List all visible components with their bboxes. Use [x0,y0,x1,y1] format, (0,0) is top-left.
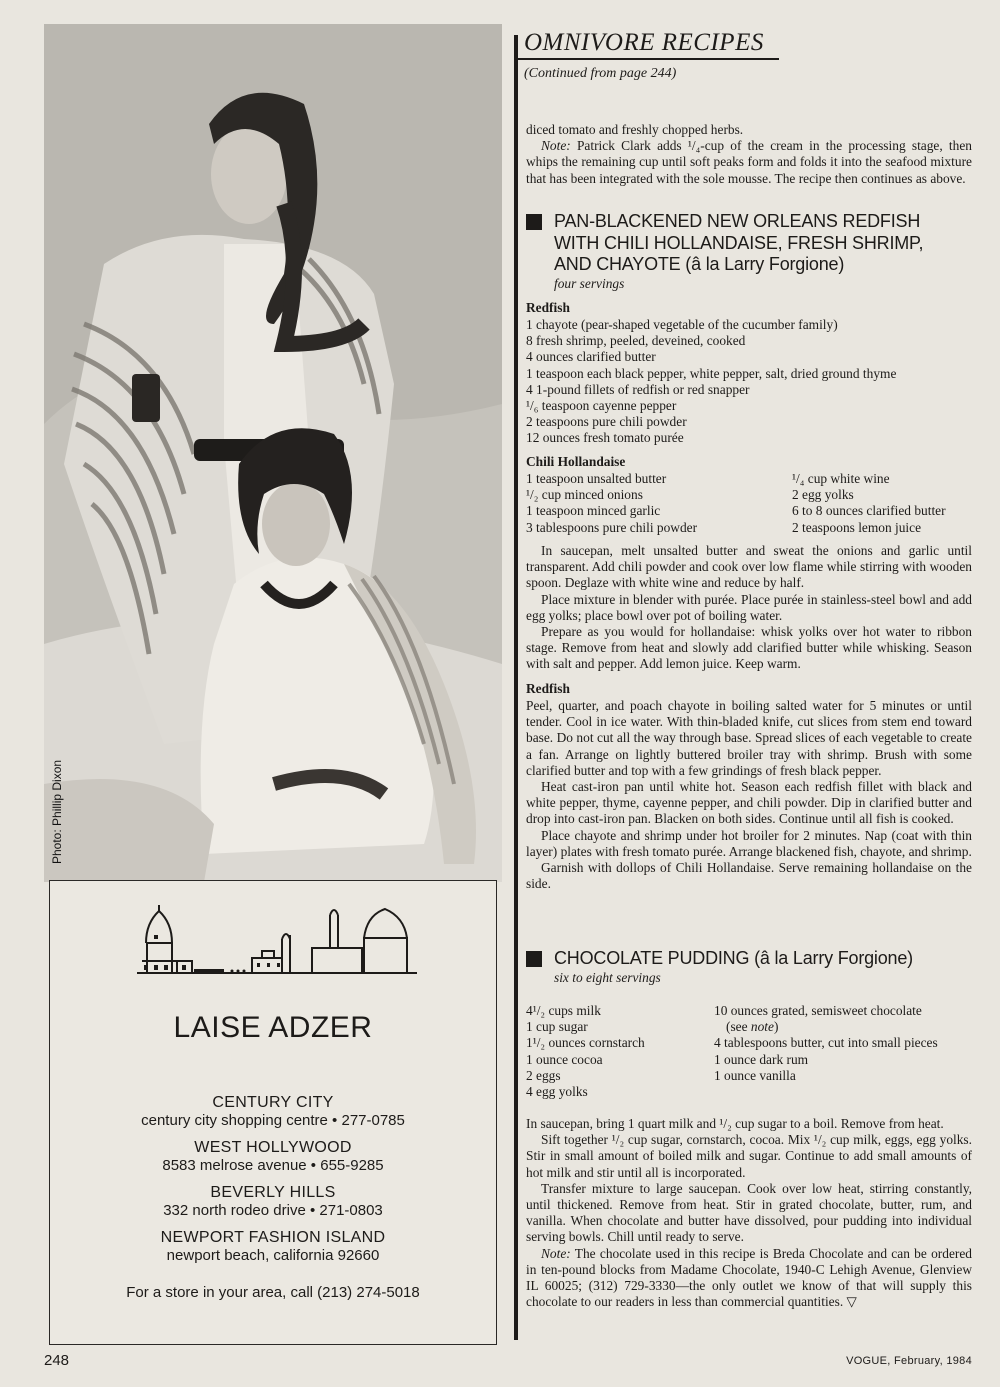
hollandaise-ingredients-left [526,471,697,536]
method-paragraph: In saucepan, melt unsalted butter and sweat the onions and garlic until transparent. Add chili powder and cook over low flame while stirring with wooden spoon. Deglaze with white wine and reduce by half. [526,543,972,591]
ingredient: 1 chayote (pear-shaped vegetable of the cucumber family) [526,317,838,332]
ingredient: 8 fresh shrimp, peeled, deveined, cooked [526,333,746,349]
method-paragraph: In saucepan, bring 1 quart milk and ¹/₂ cup sugar to a boil. Remove from heat. [526,1116,944,1131]
note-ref-word: note [750,1019,774,1035]
method-paragraph: Sift together ¹/₂ cup sugar, cornstarch, cocoa. Mix ¹/₂ cup milk, eggs, egg yolks. Stir in small amount of boiled milk and sugar. Continue to add small amounts of hot milk and stir until all is incorporated. [526,1132,972,1180]
method-paragraph: Place mixture in blender with purée. Place purée in stainless-steel bowl and add egg yolks; place bowl over pot of boiling water. [526,591,972,623]
square-bullet-icon [526,214,542,230]
ingredient: 1 cup sugar [526,1019,588,1035]
subhead-redfish-method: Redfish [526,681,570,696]
pudding-ingredients-left [526,1003,645,1100]
photo-credit: Photo: Phillip Dixon [50,759,64,864]
store-name: NEWPORT FASHION ISLAND [160,1229,386,1246]
page-number: 248 [44,1352,70,1369]
subhead-hollandaise: Chili Hollandaise [526,454,626,469]
store-beverly-hills [50,1184,496,1220]
laise-adzer-ad [49,880,497,1345]
pudding-ingredients-right [714,1003,938,1084]
note-text: The chocolate used in this recipe is Breda Chocolate and can be ordered in ten-pound blocks from Madame Chocolate, 1940-C Lehigh Avenue, Glenview IL 60025; (312) 729-3330—the only outlet we know of that will supply this chocolate to our readers in less than commercial quantities. ▽ [526,1245,972,1310]
method-paragraph: Garnish with dollops of Chili Hollandaise. Serve remaining hollandaise on the side. [526,860,972,892]
store-address: 332 north rodeo drive • 271-0803 [163,1202,383,1219]
ingredient: 1 teaspoon unsalted butter [526,471,667,486]
title-underline [514,58,779,60]
method-paragraph: Place chayote and shrimp under hot broiler for 2 minutes. Nap (coat with thin layer) plates with fresh tomato purée. Arrange blackened fish, chayote, and shrimp. [526,827,972,859]
ingredient: 3 tablespoons pure chili powder [526,519,698,535]
store-address: 8583 melrose avenue • 655-9285 [162,1157,384,1174]
store-address: century city shopping centre • 277-0785 [141,1112,405,1129]
recipe-servings: six to eight servings [554,969,661,985]
ingredient: 2 egg yolks [792,487,854,503]
ingredient: 1 teaspoon each black pepper, white pepper, salt, dried ground thyme [526,365,897,381]
skyline-logo [132,903,422,993]
recipe-title-line: CHOCOLATE PUDDING (â la Larry Forgione) [554,948,913,968]
intro-line: diced tomato and freshly chopped herbs. [526,122,744,137]
brand-name: LAISE ADZER [173,1011,373,1044]
store-name: WEST HOLLYWOOD [194,1139,352,1156]
recipe-title-line: WITH CHILI HOLLANDAISE, FRESH SHRIMP, [554,232,924,253]
pudding-method [526,1116,972,1310]
ingredient: 2 teaspoons lemon juice [792,519,922,535]
section-title: OMNIVORE RECIPES [524,29,764,56]
store-call-line: For a store in your area, call (213) 274-5018 [126,1284,420,1301]
store-century-city [50,1094,496,1130]
note-text: Patrick Clark adds ¹/₄-cup of the cream in the processing stage, then whips the remaining cup until soft peaks form and folds it into the seafood mixture that has been integrated with the sole mousse. The recipe then continues as above. [526,138,972,186]
ingredient: 10 ounces grated, semisweet chocolate [714,1003,922,1018]
ingredient: 1 ounce dark rum [714,1051,809,1067]
ingredient: 1 ounce cocoa [526,1051,603,1067]
ingredient: ¹/₄ cup white wine [792,471,890,486]
section-header [524,28,764,82]
recipe-title-line: PAN-BLACKENED NEW ORLEANS REDFISH [554,211,921,231]
ingredient: ¹/₂ cup minced onions [526,487,643,503]
store-west-hollywood [50,1139,496,1175]
ingredient-note-ref [714,1019,938,1035]
store-list [50,1094,496,1274]
store-address: newport beach, california 92660 [166,1247,380,1264]
note-label: Note: [541,1245,571,1261]
ingredient: 4¹/₂ cups milk [526,1003,601,1018]
pudding-note [526,1246,972,1311]
method-paragraph: Prepare as you would for hollandaise: whisk yolks over hot water to ribbon stage. Remove from heat and slowly add clarified butter while whisking. Season with salt and pepper. Add lemon juice. Keep warm. [526,624,972,672]
ingredient: 4 egg yolks [526,1084,588,1100]
method-paragraph: Transfer mixture to large saucepan. Cook over low heat, stirring constantly, until thickened. Remove from heat. Stir in grated chocolate, butter, rum, and vanilla. When chocolate and butter have dissolved, pour pudding into individual serving bowls. Chill until ready to serve. [526,1180,972,1245]
intro-note [526,138,972,187]
hollandaise-method [526,543,972,673]
recipe-pudding-header [526,948,976,985]
store-name: CENTURY CITY [212,1094,334,1111]
ingredient: 4 1-pound fillets of redfish or red snapper [526,381,750,397]
method-paragraph: Heat cast-iron pan until white hot. Season each redfish fillet with black and white pepper, thyme, cayenne pepper, and chili powder. Dip in clarified butter and drop into cast-iron pan. Blacken on both sides. Continue until all fish is cooked. [526,779,972,827]
recipe-title-line: AND CHAYOTE (â la Larry Forgione) [554,254,845,274]
square-bullet-icon [526,951,542,967]
ingredient: 2 eggs [526,1067,561,1083]
fashion-photo [44,24,502,882]
ingredient: 4 ounces clarified butter [526,349,656,365]
redfish-method [526,698,972,892]
column-rule [514,35,518,1340]
ingredient: 2 teaspoons pure chili powder [526,414,687,430]
hollandaise-ingredients-right [792,471,946,536]
ingredient: 1 ounce vanilla [714,1067,796,1083]
redfish-ingredients [526,317,896,447]
store-name: BEVERLY HILLS [210,1184,336,1201]
fashion-photo-illustration [44,24,502,882]
continued-note: (Continued from page 244) [524,66,677,81]
recipe-redfish-header [526,211,976,291]
magazine-footer: VOGUE, February, 1984 [846,1355,972,1367]
ingredient: 1 teaspoon minced garlic [526,503,661,519]
note-label: Note: [541,138,571,154]
ingredient: 4 tablespoons butter, cut into small pieces [714,1035,938,1051]
ingredient: ¹/₆ teaspoon cayenne pepper [526,398,677,414]
intro-text [526,122,972,187]
method-paragraph: Peel, quarter, and poach chayote in boiling salted water for 5 minutes or until tender. Cool in ice water. With thin-bladed knife, cut slices from stem end toward base. Do not cut all the way through base. Spread slices of each vegetable to create a fan. Arrange on lightly buttered broiler tray with shrimp. Brush with some clarified butter and top with a few grindings of fresh black pepper. [526,698,972,778]
note-ref-open: (see [726,1019,751,1035]
note-ref-close: ) [773,1019,779,1035]
ingredient: 6 to 8 ounces clarified butter [792,503,946,519]
subhead-redfish: Redfish [526,300,570,315]
ingredient: 1¹/₂ ounces cornstarch [526,1035,645,1051]
recipe-servings: four servings [554,275,625,291]
ingredient: 12 ounces fresh tomato purée [526,430,684,446]
store-newport [50,1229,496,1265]
